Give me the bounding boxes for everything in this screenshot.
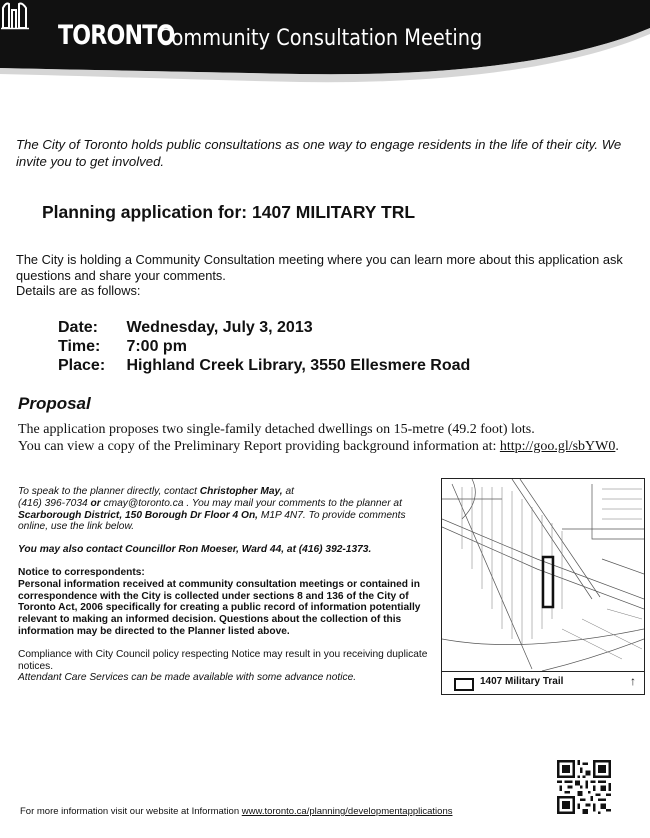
planner-address: Scarborough District, 150 Borough Dr Floor 4 On, <box>18 509 258 521</box>
north-arrow-icon: ↑ <box>630 674 636 688</box>
legend-site-icon <box>454 678 474 691</box>
intro-text: The City of Toronto holds public consultations as one way to engage residents in the life of their city. We invite you to get involved. <box>16 137 622 169</box>
proposal-line: The application proposes two single-family detached dwellings on 15-metre (49.2 foot) lots. <box>18 422 535 437</box>
attendant-care-text: Attendant Care Services can be made available with some advance notice. <box>18 672 357 684</box>
time-row <box>58 337 470 356</box>
date-row <box>58 318 470 337</box>
place-value: Highland Creek Library, 3550 Ellesmere Road <box>126 357 471 374</box>
date-label: Date: <box>58 319 99 336</box>
planner-postal: M1P 4N7. <box>258 509 306 521</box>
proposal-text <box>18 421 648 455</box>
report-link-suffix: . <box>615 439 619 454</box>
footer-text: For more information visit our website at Information <box>20 806 242 817</box>
proposal-title: Proposal <box>18 394 91 413</box>
proposal-report-line <box>18 438 648 455</box>
date-value: Wednesday, July 3, 2013 <box>126 319 313 336</box>
details-text <box>16 252 641 299</box>
councillor-contact: You may also contact Councillor Ron Moeser, Ward 44, at (416) 392-1373. <box>18 544 372 556</box>
details-paragraph: The City is holding a Community Consultation meeting where you can learn more about this application ask questions and share your comments. <box>16 252 623 283</box>
contact-text: To provide comments online, use the link below. <box>18 509 406 533</box>
contact-text: or <box>87 497 104 509</box>
compliance-text: Compliance with City Council policy respecting Notice may result in you receiving duplicate notices. <box>18 648 428 672</box>
contact-text: . You may mail your comments to the planner at <box>183 497 402 509</box>
contact-text: To speak to the planner directly, contact <box>18 486 200 497</box>
qr-code <box>557 760 611 814</box>
report-link[interactable]: http://goo.gl/sbYW0 <box>499 439 616 454</box>
contact-block <box>18 486 430 684</box>
place-label: Place: <box>58 357 106 374</box>
map-drawing <box>442 479 644 671</box>
application-heading: Planning application for: 1407 MILITARY TRL <box>42 202 416 222</box>
location-map <box>441 478 645 695</box>
legend-label: 1407 Military Trail <box>480 676 564 687</box>
footer <box>20 806 452 817</box>
city-hall-logo-icon <box>0 0 30 30</box>
logo-wordmark: TORONTO <box>58 20 175 51</box>
contact-text: at <box>282 486 294 497</box>
header-banner <box>0 0 650 96</box>
planner-email[interactable]: cmay@toronto.ca <box>103 497 184 509</box>
place-row <box>58 356 470 375</box>
notice-text: Personal information received at community consultation meetings or contained in correspondence with the City is collected under sections 8 and 136 of the City of Toronto Act, 2006 specifically for creating a public record of information potentially relevant to making an informed decision. Questions about the collection of this information may be directed to the Planner listed above. <box>18 578 421 637</box>
notice-title: Notice to correspondents: <box>18 566 145 578</box>
planner-name: Christopher May, <box>199 486 283 497</box>
time-label: Time: <box>58 338 101 355</box>
map-legend <box>442 671 644 695</box>
planner-phone: (416) 396-7034 <box>18 497 88 509</box>
details-follow: Details are as follows: <box>16 283 141 298</box>
time-value: 7:00 pm <box>126 338 187 355</box>
meeting-details <box>58 318 470 375</box>
planner-contact <box>18 486 430 533</box>
footer-link[interactable]: www.toronto.ca/planning/developmentapplications <box>241 806 453 817</box>
banner-title: Community Consultation Meeting <box>158 26 483 51</box>
proposal-report-text: You can view a copy of the Preliminary Report providing background information at: <box>18 439 497 454</box>
